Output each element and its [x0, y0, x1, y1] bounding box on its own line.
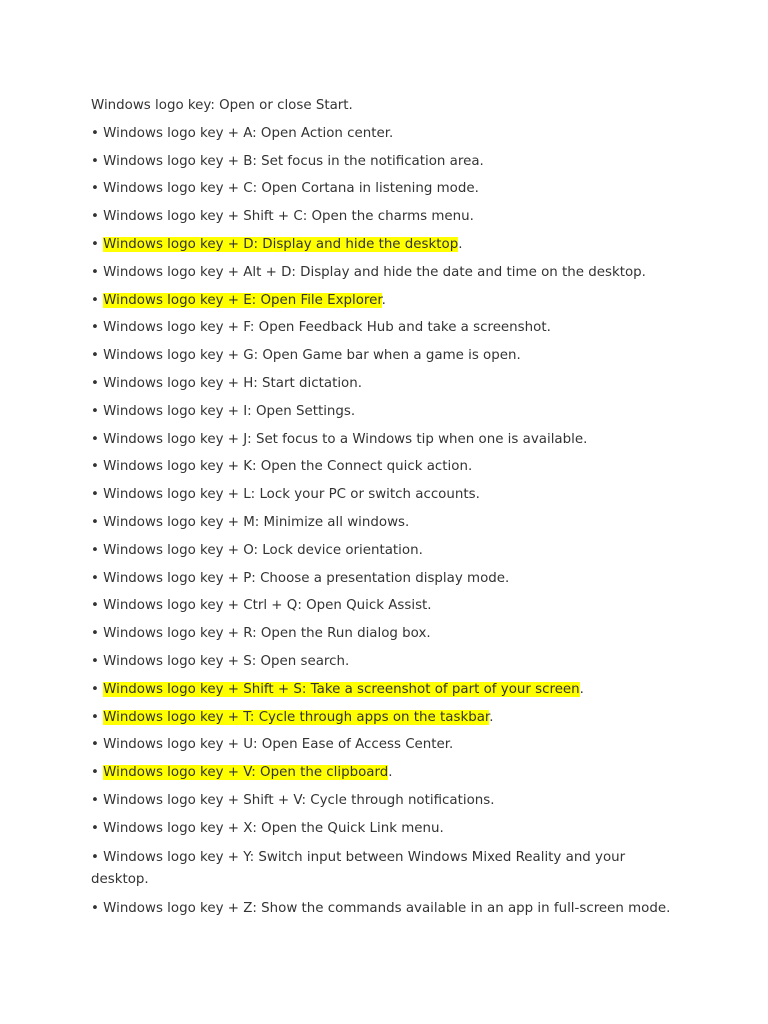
- shortcut-line: [91, 207, 691, 235]
- bullet: •: [91, 125, 104, 141]
- bullet: •: [91, 681, 104, 697]
- shortcut-line: [91, 485, 691, 513]
- bullet: •: [91, 900, 104, 916]
- shortcut-line: [91, 541, 691, 569]
- line-text: Windows logo key + B: Set focus in the notification area.: [103, 153, 484, 169]
- highlighted-text: Windows logo key + Shift + S: Take a screenshot of part of your screen: [103, 681, 580, 697]
- shortcut-line: [91, 596, 691, 624]
- shortcut-line: [91, 735, 691, 763]
- highlighted-text: Windows logo key + T: Cycle through apps on the taskbar: [103, 709, 490, 725]
- line-text: Windows logo key + Alt + D: Display and hide the date and time on the desktop.: [103, 264, 646, 280]
- bullet: •: [91, 431, 104, 447]
- line-text: .: [579, 681, 584, 697]
- bullet: •: [91, 542, 104, 558]
- shortcut-line: [91, 235, 691, 263]
- shortcut-line: [91, 457, 691, 485]
- bullet: •: [91, 181, 104, 197]
- shortcut-line: [91, 763, 691, 791]
- line-text: Windows logo key + U: Open Ease of Access Center.: [103, 737, 454, 753]
- shortcut-line: [91, 402, 691, 430]
- bullet: •: [91, 264, 104, 280]
- line-text: Windows logo key + M: Minimize all windows.: [103, 514, 410, 530]
- line-text: Windows logo key + L: Lock your PC or switch accounts.: [103, 487, 480, 503]
- shortcut-line: [91, 374, 691, 402]
- shortcut-line: [91, 263, 691, 291]
- line-text: Windows logo key + H: Start dictation.: [103, 375, 362, 391]
- line-text: Windows logo key + K: Open the Connect quick action.: [103, 459, 473, 475]
- line-text: Windows logo key + O: Lock device orientation.: [103, 542, 423, 558]
- shortcut-line: [91, 96, 691, 124]
- shortcut-line: [91, 318, 691, 346]
- line-text: Windows logo key + A: Open Action center.: [103, 125, 394, 141]
- bullet: •: [91, 459, 104, 475]
- line-text: Windows logo key + Ctrl + Q: Open Quick Assist.: [103, 598, 432, 614]
- bullet: •: [91, 737, 104, 753]
- line-text: Windows logo key + P: Choose a presentation display mode.: [103, 570, 510, 586]
- highlighted-text: Windows logo key + V: Open the clipboard: [103, 765, 389, 781]
- shortcut-line: [91, 124, 691, 152]
- shortcut-line: [91, 680, 691, 708]
- bullet: •: [91, 348, 104, 364]
- shortcut-line: [91, 430, 691, 458]
- shortcut-line: [91, 819, 691, 847]
- bullet: •: [91, 403, 104, 419]
- shortcut-line: [91, 513, 691, 541]
- line-text: .: [381, 292, 386, 308]
- bullet: •: [91, 487, 104, 503]
- bullet: •: [91, 320, 104, 336]
- line-text: Windows logo key + F: Open Feedback Hub and take a screenshot.: [103, 320, 551, 336]
- highlighted-text: Windows logo key + D: Display and hide the desktop: [103, 236, 459, 252]
- line-text: Windows logo key + Y: Switch input between Windows Mixed Reality and your desktop.: [91, 849, 626, 888]
- bullet: •: [91, 375, 104, 391]
- line-text: Windows logo key + Z: Show the commands available in an app in full-screen mode.: [103, 900, 671, 916]
- line-text: Windows logo key + R: Open the Run dialog box.: [103, 626, 431, 642]
- shortcut-line: [91, 847, 671, 892]
- line-text: Windows logo key + X: Open the Quick Link menu.: [103, 820, 444, 836]
- shortcut-line: [91, 791, 691, 819]
- line-text: Windows logo key + J: Set focus to a Windows tip when one is available.: [103, 431, 588, 447]
- shortcut-line: [91, 652, 691, 680]
- bullet: •: [91, 765, 104, 781]
- shortcut-line: [91, 179, 691, 207]
- shortcut-line: [91, 291, 691, 319]
- line-text: .: [489, 709, 494, 725]
- bullet: •: [91, 653, 104, 669]
- line-text: Windows logo key + I: Open Settings.: [103, 403, 356, 419]
- bullet: •: [91, 236, 104, 252]
- shortcut-line: [91, 624, 691, 652]
- bullet: •: [91, 849, 104, 865]
- line-text: Windows logo key + Shift + V: Cycle through notifications.: [103, 792, 495, 808]
- shortcut-line: [91, 708, 691, 736]
- highlighted-text: Windows logo key + E: Open File Explorer: [103, 292, 382, 308]
- line-text: .: [458, 236, 463, 252]
- bullet: •: [91, 292, 104, 308]
- shortcut-line: [91, 346, 691, 374]
- shortcut-line: [91, 152, 691, 180]
- shortcut-line: [91, 569, 691, 597]
- bullet: •: [91, 209, 104, 225]
- shortcut-line: [91, 899, 691, 927]
- line-text: .: [388, 765, 393, 781]
- bullet: •: [91, 570, 104, 586]
- document-body: [91, 96, 691, 926]
- bullet: •: [91, 820, 104, 836]
- line-text: Windows logo key + G: Open Game bar when a game is open.: [103, 348, 521, 364]
- line-text: Windows logo key + C: Open Cortana in listening mode.: [103, 181, 479, 197]
- bullet: •: [91, 709, 104, 725]
- line-text: Windows logo key + S: Open search.: [103, 653, 350, 669]
- bullet: •: [91, 153, 104, 169]
- line-text: Windows logo key: Open or close Start.: [91, 98, 353, 113]
- bullet: •: [91, 626, 104, 642]
- line-text: Windows logo key + Shift + C: Open the charms menu.: [103, 209, 474, 225]
- bullet: •: [91, 792, 104, 808]
- bullet: •: [91, 514, 104, 530]
- bullet: •: [91, 598, 104, 614]
